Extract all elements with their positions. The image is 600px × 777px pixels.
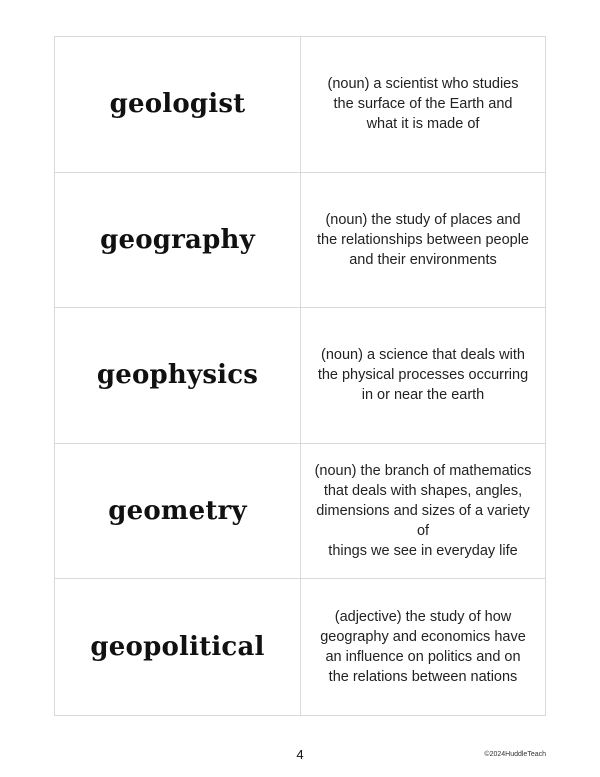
definition-line: (noun) a science that deals with bbox=[321, 347, 525, 364]
definition-line: in or near the earth bbox=[361, 387, 485, 404]
definition-text bbox=[311, 461, 535, 561]
definition-line: (adjective) the study of how bbox=[334, 609, 512, 626]
definition-cell-geography bbox=[301, 173, 545, 309]
definition-line: (noun) a scientist who studies bbox=[327, 76, 519, 93]
definition-line: that deals with shapes, angles, bbox=[323, 483, 523, 500]
term-text: geometry bbox=[108, 496, 247, 527]
definition-line: the relations between nations bbox=[328, 669, 518, 686]
term-text: geography bbox=[100, 224, 255, 255]
term-cell-geometry bbox=[55, 444, 301, 580]
definition-cell-geologist bbox=[301, 37, 545, 173]
term-text: geopolitical bbox=[90, 632, 265, 663]
definition-line: (noun) the study of places and bbox=[325, 211, 521, 228]
definition-text bbox=[317, 210, 529, 270]
term-text: geologist bbox=[109, 89, 246, 120]
definition-text bbox=[327, 74, 518, 134]
page-number: 4 bbox=[296, 747, 304, 762]
term-cell-geologist bbox=[55, 37, 301, 173]
definition-line: and their environments bbox=[349, 251, 497, 268]
definition-cell-geopolitical bbox=[301, 579, 545, 715]
term-cell-geography bbox=[55, 173, 301, 309]
definition-line: what it is made of bbox=[366, 116, 480, 133]
definition-cell-geophysics bbox=[301, 308, 545, 444]
definition-line: the physical processes occurring bbox=[317, 367, 529, 384]
definition-line: (noun) the branch of mathematics bbox=[314, 463, 532, 480]
definition-text bbox=[318, 345, 528, 405]
term-text: geophysics bbox=[96, 360, 259, 391]
copyright-notice: ©2024HuddleTeach bbox=[484, 751, 546, 758]
definition-line: the relationships between people bbox=[316, 231, 529, 248]
vocabulary-card-grid bbox=[54, 36, 546, 716]
definition-line: geography and economics have bbox=[320, 629, 526, 646]
definition-line: things we see in everyday life bbox=[328, 543, 518, 560]
term-cell-geophysics bbox=[55, 308, 301, 444]
definition-line: an influence on politics and on bbox=[325, 649, 521, 666]
definition-line: the surface of the Earth and bbox=[333, 96, 513, 113]
definition-cell-geometry bbox=[301, 444, 545, 580]
definition-text bbox=[320, 607, 526, 687]
definition-line: dimensions and sizes of a variety of bbox=[316, 503, 530, 540]
term-cell-geopolitical bbox=[55, 579, 301, 715]
